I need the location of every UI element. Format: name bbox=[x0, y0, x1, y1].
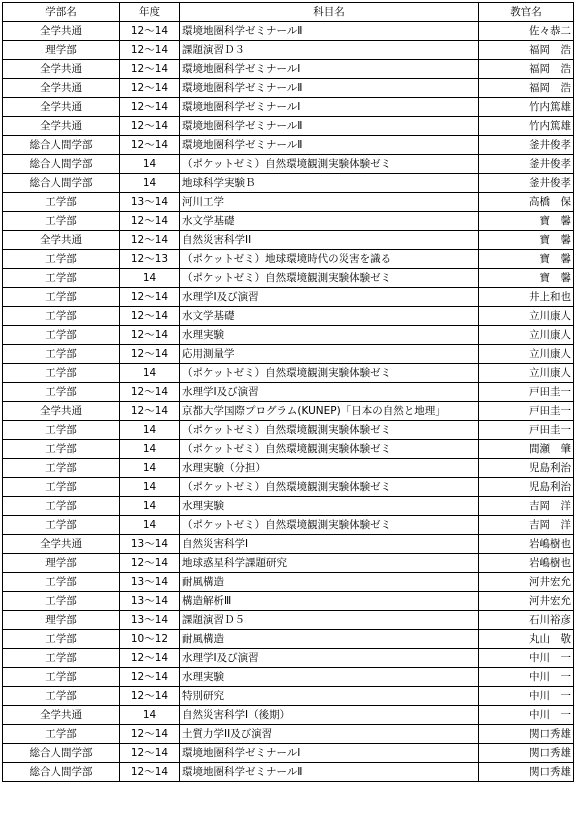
year-cell: 12～14 bbox=[120, 668, 180, 687]
year-cell: 14 bbox=[120, 478, 180, 497]
teacher-cell: 岩嶋樹也 bbox=[479, 554, 574, 573]
dept-cell: 工学部 bbox=[3, 307, 120, 326]
year-cell: 14 bbox=[120, 155, 180, 174]
teacher-cell: 岩嶋樹也 bbox=[479, 535, 574, 554]
dept-cell: 工学部 bbox=[3, 193, 120, 212]
teacher-cell: 関口秀雄 bbox=[479, 763, 574, 782]
table-row bbox=[3, 402, 574, 421]
table-row bbox=[3, 497, 574, 516]
year-cell: 14 bbox=[120, 269, 180, 288]
table-row bbox=[3, 516, 574, 535]
table-row bbox=[3, 117, 574, 136]
table-row bbox=[3, 611, 574, 630]
dept-cell: 全学共通 bbox=[3, 706, 120, 725]
title-cell: 環境地圏科学ゼミナールⅡ bbox=[180, 136, 479, 155]
title-cell: 河川工学 bbox=[180, 193, 479, 212]
teacher-cell: 寶 馨 bbox=[479, 250, 574, 269]
table-row bbox=[3, 592, 574, 611]
year-cell: 12～14 bbox=[120, 22, 180, 41]
table-row bbox=[3, 763, 574, 782]
table-row bbox=[3, 744, 574, 763]
teacher-cell: 中川 一 bbox=[479, 706, 574, 725]
title-cell: （ポケットゼミ）自然環境観測実験体験ゼミ bbox=[180, 478, 479, 497]
header-row bbox=[3, 3, 574, 22]
year-cell: 12～14 bbox=[120, 687, 180, 706]
dept-cell: 全学共通 bbox=[3, 79, 120, 98]
table-row bbox=[3, 649, 574, 668]
year-cell: 14 bbox=[120, 516, 180, 535]
teacher-cell: 高橋 保 bbox=[479, 193, 574, 212]
year-cell: 12～14 bbox=[120, 212, 180, 231]
dept-cell: 総合人間学部 bbox=[3, 155, 120, 174]
teacher-cell: 立川康人 bbox=[479, 364, 574, 383]
dept-cell: 全学共通 bbox=[3, 117, 120, 136]
table-row bbox=[3, 345, 574, 364]
dept-cell: 工学部 bbox=[3, 497, 120, 516]
year-cell: 10～12 bbox=[120, 630, 180, 649]
year-cell: 14 bbox=[120, 459, 180, 478]
year-cell: 12～14 bbox=[120, 383, 180, 402]
teacher-cell: 井上和也 bbox=[479, 288, 574, 307]
title-cell: 環境地圏科学ゼミナールⅡ bbox=[180, 79, 479, 98]
title-cell: 水理学Ⅰ及び演習 bbox=[180, 649, 479, 668]
header-year: 年度 bbox=[120, 3, 180, 22]
dept-cell: 工学部 bbox=[3, 250, 120, 269]
title-cell: 水理実験 bbox=[180, 497, 479, 516]
teacher-cell: 佐々恭二 bbox=[479, 22, 574, 41]
teacher-cell: 関口秀雄 bbox=[479, 744, 574, 763]
table-row bbox=[3, 155, 574, 174]
title-cell: （ポケットゼミ）自然環境観測実験体験ゼミ bbox=[180, 269, 479, 288]
course-table bbox=[2, 2, 574, 782]
teacher-cell: 福岡 浩 bbox=[479, 60, 574, 79]
table-row bbox=[3, 421, 574, 440]
dept-cell: 工学部 bbox=[3, 592, 120, 611]
year-cell: 12～14 bbox=[120, 554, 180, 573]
dept-cell: 工学部 bbox=[3, 212, 120, 231]
dept-cell: 工学部 bbox=[3, 326, 120, 345]
dept-cell: 工学部 bbox=[3, 649, 120, 668]
dept-cell: 工学部 bbox=[3, 630, 120, 649]
table-row bbox=[3, 307, 574, 326]
year-cell: 14 bbox=[120, 497, 180, 516]
title-cell: （ポケットゼミ）自然環境観測実験体験ゼミ bbox=[180, 440, 479, 459]
table-row bbox=[3, 725, 574, 744]
title-cell: 課題演習Ｄ３ bbox=[180, 41, 479, 60]
teacher-cell: 中川 一 bbox=[479, 668, 574, 687]
dept-cell: 全学共通 bbox=[3, 231, 120, 250]
table-row bbox=[3, 459, 574, 478]
table-row bbox=[3, 136, 574, 155]
header-teacher: 教官名 bbox=[479, 3, 574, 22]
dept-cell: 工学部 bbox=[3, 364, 120, 383]
table-row bbox=[3, 79, 574, 98]
year-cell: 12～14 bbox=[120, 345, 180, 364]
table-header bbox=[3, 3, 574, 22]
teacher-cell: 河井宏允 bbox=[479, 592, 574, 611]
title-cell: 環境地圏科学ゼミナールⅡ bbox=[180, 117, 479, 136]
year-cell: 12～14 bbox=[120, 98, 180, 117]
table-row bbox=[3, 231, 574, 250]
dept-cell: 理学部 bbox=[3, 611, 120, 630]
teacher-cell: 釜井俊孝 bbox=[479, 136, 574, 155]
year-cell: 12～14 bbox=[120, 288, 180, 307]
teacher-cell: 戸田圭一 bbox=[479, 421, 574, 440]
dept-cell: 工学部 bbox=[3, 725, 120, 744]
year-cell: 14 bbox=[120, 421, 180, 440]
dept-cell: 理学部 bbox=[3, 554, 120, 573]
teacher-cell: 釜井俊孝 bbox=[479, 174, 574, 193]
table-row bbox=[3, 478, 574, 497]
dept-cell: 全学共通 bbox=[3, 98, 120, 117]
year-cell: 12～14 bbox=[120, 60, 180, 79]
dept-cell: 総合人間学部 bbox=[3, 763, 120, 782]
table-row bbox=[3, 554, 574, 573]
title-cell: 自然災害科学II bbox=[180, 231, 479, 250]
table-row bbox=[3, 668, 574, 687]
title-cell: 環境地圏科学ゼミナールⅠ bbox=[180, 744, 479, 763]
title-cell: 地球科学実験Ｂ bbox=[180, 174, 479, 193]
year-cell: 12～14 bbox=[120, 307, 180, 326]
title-cell: （ポケットゼミ）地球環境時代の災害を識る bbox=[180, 250, 479, 269]
table-row bbox=[3, 288, 574, 307]
title-cell: 水文学基礎 bbox=[180, 212, 479, 231]
table-body bbox=[3, 22, 574, 782]
table-row bbox=[3, 687, 574, 706]
title-cell: 特別研究 bbox=[180, 687, 479, 706]
year-cell: 12～14 bbox=[120, 402, 180, 421]
teacher-cell: 石川裕彦 bbox=[479, 611, 574, 630]
title-cell: 構造解析Ⅲ bbox=[180, 592, 479, 611]
teacher-cell: 吉岡 洋 bbox=[479, 497, 574, 516]
dept-cell: 全学共通 bbox=[3, 402, 120, 421]
dept-cell: 工学部 bbox=[3, 288, 120, 307]
teacher-cell: 丸山 敬 bbox=[479, 630, 574, 649]
dept-cell: 工学部 bbox=[3, 459, 120, 478]
year-cell: 12～14 bbox=[120, 117, 180, 136]
teacher-cell: 立川康人 bbox=[479, 307, 574, 326]
title-cell: 環境地圏科学ゼミナールⅡ bbox=[180, 22, 479, 41]
title-cell: 環境地圏科学ゼミナールⅡ bbox=[180, 763, 479, 782]
title-cell: 水理実験（分担） bbox=[180, 459, 479, 478]
table-row bbox=[3, 326, 574, 345]
teacher-cell: 河井宏允 bbox=[479, 573, 574, 592]
year-cell: 13～14 bbox=[120, 592, 180, 611]
year-cell: 12～14 bbox=[120, 649, 180, 668]
teacher-cell: 寶 馨 bbox=[479, 212, 574, 231]
title-cell: 環境地圏科学ゼミナールⅠ bbox=[180, 60, 479, 79]
year-cell: 13～14 bbox=[120, 535, 180, 554]
title-cell: （ポケットゼミ）自然環境観測実験体験ゼミ bbox=[180, 155, 479, 174]
teacher-cell: 間瀬 肇 bbox=[479, 440, 574, 459]
dept-cell: 工学部 bbox=[3, 345, 120, 364]
title-cell: （ポケットゼミ）自然環境観測実験体験ゼミ bbox=[180, 516, 479, 535]
year-cell: 12～14 bbox=[120, 136, 180, 155]
teacher-cell: 福岡 浩 bbox=[479, 41, 574, 60]
dept-cell: 工学部 bbox=[3, 478, 120, 497]
dept-cell: 全学共通 bbox=[3, 60, 120, 79]
title-cell: 環境地圏科学ゼミナールⅠ bbox=[180, 98, 479, 117]
table-row bbox=[3, 706, 574, 725]
title-cell: 土質力学II及び演習 bbox=[180, 725, 479, 744]
teacher-cell: 中川 一 bbox=[479, 649, 574, 668]
year-cell: 12～13 bbox=[120, 250, 180, 269]
table-row bbox=[3, 535, 574, 554]
teacher-cell: 竹内篤雄 bbox=[479, 98, 574, 117]
dept-cell: 工学部 bbox=[3, 516, 120, 535]
table-row bbox=[3, 41, 574, 60]
year-cell: 12～14 bbox=[120, 231, 180, 250]
header-title: 科目名 bbox=[180, 3, 479, 22]
table-row bbox=[3, 440, 574, 459]
dept-cell: 全学共通 bbox=[3, 22, 120, 41]
teacher-cell: 吉岡 洋 bbox=[479, 516, 574, 535]
teacher-cell: 中川 一 bbox=[479, 687, 574, 706]
table-row bbox=[3, 212, 574, 231]
teacher-cell: 戸田圭一 bbox=[479, 383, 574, 402]
year-cell: 13～14 bbox=[120, 573, 180, 592]
title-cell: （ポケットゼミ）自然環境観測実験体験ゼミ bbox=[180, 364, 479, 383]
teacher-cell: 寶 馨 bbox=[479, 269, 574, 288]
dept-cell: 工学部 bbox=[3, 687, 120, 706]
teacher-cell: 福岡 浩 bbox=[479, 79, 574, 98]
title-cell: 課題演習Ｄ５ bbox=[180, 611, 479, 630]
teacher-cell: 児島利治 bbox=[479, 459, 574, 478]
year-cell: 14 bbox=[120, 706, 180, 725]
teacher-cell: 竹内篤雄 bbox=[479, 117, 574, 136]
table-row bbox=[3, 22, 574, 41]
year-cell: 13～14 bbox=[120, 193, 180, 212]
table-row bbox=[3, 364, 574, 383]
teacher-cell: 釜井俊孝 bbox=[479, 155, 574, 174]
teacher-cell: 立川康人 bbox=[479, 326, 574, 345]
year-cell: 14 bbox=[120, 440, 180, 459]
title-cell: 耐風構造 bbox=[180, 573, 479, 592]
teacher-cell: 児島利治 bbox=[479, 478, 574, 497]
dept-cell: 工学部 bbox=[3, 668, 120, 687]
title-cell: （ポケットゼミ）自然環境観測実験体験ゼミ bbox=[180, 421, 479, 440]
teacher-cell: 戸田圭一 bbox=[479, 402, 574, 421]
teacher-cell: 関口秀雄 bbox=[479, 725, 574, 744]
dept-cell: 理学部 bbox=[3, 41, 120, 60]
title-cell: 応用測量学 bbox=[180, 345, 479, 364]
year-cell: 12～14 bbox=[120, 326, 180, 345]
dept-cell: 総合人間学部 bbox=[3, 744, 120, 763]
title-cell: 京都大学国際プログラム(KUNEP)「日本の自然と地理」 bbox=[180, 402, 479, 421]
table-row bbox=[3, 573, 574, 592]
title-cell: 自然災害科学Ⅰ（後期） bbox=[180, 706, 479, 725]
dept-cell: 工学部 bbox=[3, 269, 120, 288]
table-row bbox=[3, 250, 574, 269]
table-row bbox=[3, 630, 574, 649]
table-row bbox=[3, 174, 574, 193]
dept-cell: 総合人間学部 bbox=[3, 174, 120, 193]
title-cell: 自然災害科学Ⅰ bbox=[180, 535, 479, 554]
title-cell: 水文学基礎 bbox=[180, 307, 479, 326]
year-cell: 14 bbox=[120, 364, 180, 383]
table-row bbox=[3, 98, 574, 117]
table-row bbox=[3, 193, 574, 212]
dept-cell: 工学部 bbox=[3, 383, 120, 402]
dept-cell: 工学部 bbox=[3, 573, 120, 592]
year-cell: 12～14 bbox=[120, 725, 180, 744]
year-cell: 13～14 bbox=[120, 611, 180, 630]
title-cell: 水理学Ⅰ及び演習 bbox=[180, 383, 479, 402]
title-cell: 水理実験 bbox=[180, 326, 479, 345]
table-row bbox=[3, 383, 574, 402]
dept-cell: 工学部 bbox=[3, 421, 120, 440]
dept-cell: 工学部 bbox=[3, 440, 120, 459]
table-row bbox=[3, 269, 574, 288]
title-cell: 地球惑星科学課題研究 bbox=[180, 554, 479, 573]
title-cell: 水理実験 bbox=[180, 668, 479, 687]
year-cell: 12～14 bbox=[120, 763, 180, 782]
teacher-cell: 寶 馨 bbox=[479, 231, 574, 250]
dept-cell: 全学共通 bbox=[3, 535, 120, 554]
year-cell: 14 bbox=[120, 174, 180, 193]
dept-cell: 総合人間学部 bbox=[3, 136, 120, 155]
year-cell: 12～14 bbox=[120, 744, 180, 763]
header-dept: 学部名 bbox=[3, 3, 120, 22]
table-row bbox=[3, 60, 574, 79]
year-cell: 12～14 bbox=[120, 79, 180, 98]
year-cell: 12～14 bbox=[120, 41, 180, 60]
title-cell: 水理学Ⅰ及び演習 bbox=[180, 288, 479, 307]
title-cell: 耐風構造 bbox=[180, 630, 479, 649]
teacher-cell: 立川康人 bbox=[479, 345, 574, 364]
